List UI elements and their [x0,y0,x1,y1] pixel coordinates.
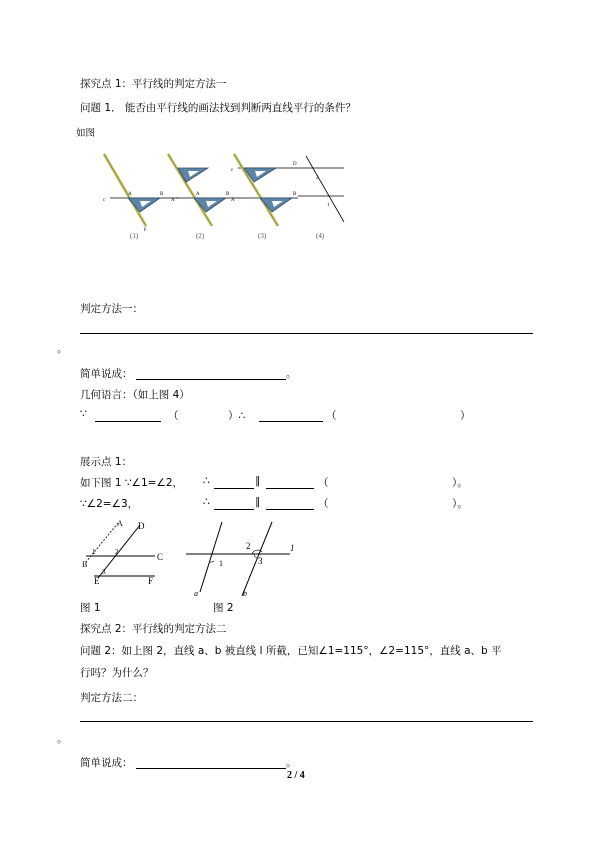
parallel-construction-figures [98,150,360,242]
fig1-label-C: C [157,552,164,562]
show1-line1-therefore: ∴ [203,475,210,487]
reason2-open-paren: （ [326,410,337,422]
show1-line1-close: ）。 [452,477,468,489]
sub-label-2: (2) [196,232,205,240]
fig1-label-A: A [117,519,123,528]
svg-text:A: A [196,192,200,197]
svg-text:F: F [144,228,147,233]
reason2-close-paren: ） [460,410,471,422]
show1-line2-blank-a[interactable] [214,509,254,510]
show1-line1-prefix: 如下图 1 ∵∠1=∠2， [80,477,184,489]
fig2-label-3: 3 [258,556,263,566]
method2-label: 判定方法二： [80,692,143,704]
simple-form-blank-1[interactable] [136,379,286,380]
fig1-label-3: 3 [102,568,106,576]
simple-form-blank-2[interactable] [136,768,286,769]
show1-line2-prefix: ∵∠2=∠3， [80,498,139,510]
show1-line2-close: ）。 [452,498,468,510]
sub-label-3: (3) [258,232,267,240]
svg-text:B: B [226,192,230,197]
fig2-label-1-angle: 1 [219,559,223,568]
svg-text:c: c [231,168,234,173]
method2-blank[interactable] [80,721,533,722]
construction-figure-3 [231,154,298,226]
show1-line2-open-paren: （ [318,498,329,510]
sub-label-4: (4) [316,232,325,240]
show1-heading: 展示点 1： [80,456,133,468]
question-2-line2: 行吗？为什么？ [80,667,154,679]
figure-1-diagram [80,518,180,584]
method2-end-mark: 。 [57,733,68,745]
geometry-language-label: 几何语言：（如上图 4） [80,389,190,401]
fig1-label-E: E [94,576,100,584]
svg-text:D: D [293,162,297,167]
svg-text:c: c [103,198,106,203]
figure-2-caption: 图 2 [213,602,234,614]
figure-label: 如图 [76,128,96,139]
method1-blank[interactable] [80,333,533,334]
sub-label-1: (1) [130,232,139,240]
svg-text:2: 2 [316,176,319,181]
section2-heading: 探究点 2：平行线的判定方法二 [80,623,227,635]
page-number: 2 / 4 [287,770,305,781]
svg-text:B: B [293,192,297,197]
method1-label: 判定方法一： [80,303,143,315]
reason-open-paren: （ [168,410,179,422]
fig1-label-F: F [148,576,154,584]
show1-line1-open-paren: （ [318,477,329,489]
svg-text:A: A [171,198,175,203]
construction-figure-4 [298,156,344,222]
show1-line2-blank-b[interactable] [266,509,314,510]
show1-line2-parallel: ∥ [255,496,261,508]
fig1-label-B: B [82,560,88,569]
fig2-label-b: b [243,589,247,598]
show1-line1-blank-b[interactable] [266,488,314,489]
show1-line1-parallel: ∥ [255,475,261,487]
because-symbol: ∵ [80,408,87,420]
simple-form-label-1: 简单说成： [80,368,133,380]
figure-2-diagram [186,520,302,598]
method1-end-mark: 。 [57,343,68,355]
show1-line2-therefore: ∴ [203,496,210,508]
because-blank[interactable] [95,421,161,422]
therefore-blank[interactable] [259,421,323,422]
fig2-label-a: a [194,589,198,598]
fig2-label-l: 1 [290,543,295,553]
construction-figure-1 [103,154,178,233]
fig1-label-D: D [138,521,145,531]
construction-figure-2 [168,154,238,226]
fig1-label-1: 1 [92,548,96,556]
reason-close-therefore: ）∴ [228,410,246,422]
svg-text:A: A [231,198,235,203]
section1-heading: 探究点 1：平行线的判定方法一 [80,78,227,90]
simple-form-end-1: 。 [286,368,297,380]
question-1: 问题 1． 能否由平行线的画法找到判断两直线平行的条件？ [80,102,356,114]
fig2-label-2: 2 [246,541,251,551]
question-2-line1: 问题 2：如上图 2，直线 a、b 被直线 l 所截，已知∠1=115°，∠2=115°，直线 a、b 平 [80,645,502,657]
show1-line1-blank-a[interactable] [214,488,254,489]
svg-text:A: A [128,192,132,197]
figure-1-caption: 图 1 [80,602,101,614]
svg-text:B: B [160,192,164,197]
simple-form-end-2: 。 [286,757,297,769]
fig1-label-2: 2 [115,548,119,556]
simple-form-label-2: 简单说成： [80,757,133,769]
svg-text:1: 1 [327,203,330,208]
